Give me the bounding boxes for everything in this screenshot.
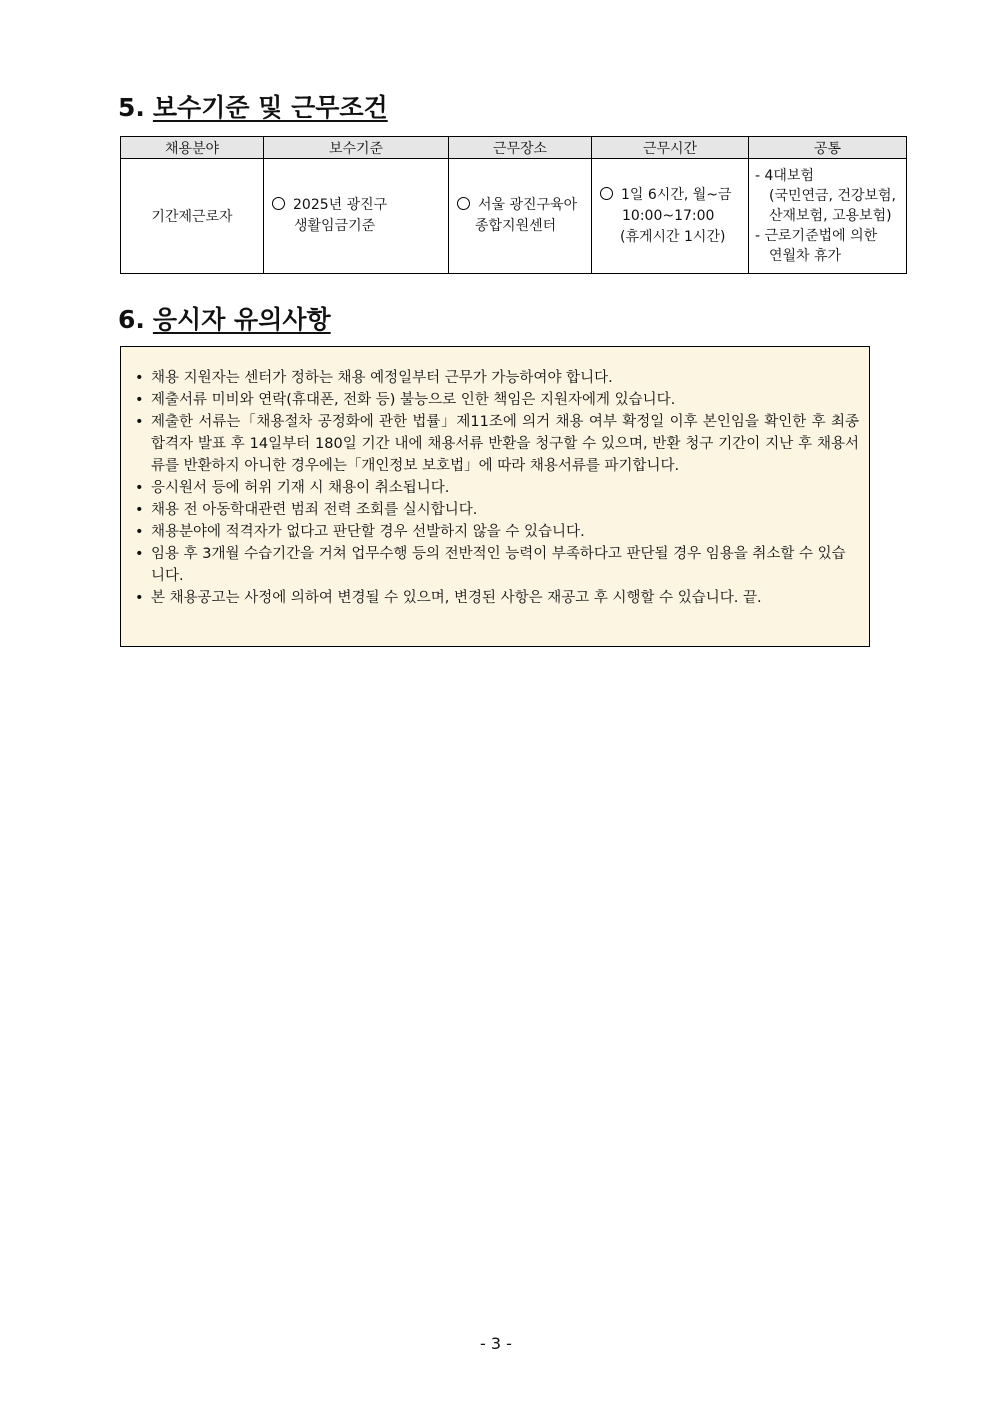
field-value: 기간제근로자 [151, 209, 233, 225]
note-text: 본 채용공고는 사정에 의하여 변경될 수 있으며, 변경된 사항은 재공고 후 시행할 수 있습니다. 끝. [151, 590, 762, 606]
note-text: 채용 전 아동학대관련 범죄 전력 조회를 실시합니다. [151, 502, 478, 518]
table-header-row [121, 137, 907, 159]
place-line-1 [457, 195, 591, 216]
list-item [135, 389, 859, 411]
list-item [135, 521, 859, 543]
list-item [135, 499, 859, 521]
common-line-5: 연월차 휴가 [769, 248, 842, 264]
common-line-4: - 근로기준법에 의한 [755, 228, 878, 244]
note-text: 채용 지원자는 센터가 정하는 채용 예정일부터 근무가 가능하여야 합니다. [151, 370, 613, 386]
header-place: 근무장소 [449, 137, 592, 159]
note-text: 채용분야에 적격자가 없다고 판단할 경우 선발하지 않을 수 있습니다. [151, 524, 585, 540]
section-5-number: 5. [118, 93, 145, 122]
page-number: - 3 - [480, 1334, 512, 1353]
note-text: 임용 후 3개월 수습기간을 거쳐 업무수행 등의 전반적인 능력이 부족하다고 판단될 경우 임용을 취소할 수 있습니다. [151, 546, 846, 584]
pay-line-1-text: 2025년 광진구 [293, 197, 388, 213]
place-line-2: 종합지원센터 [475, 218, 557, 234]
bullet-icon: • [135, 590, 144, 606]
header-hours: 근무시간 [592, 137, 749, 159]
list-item [135, 587, 859, 609]
cell-hours [592, 159, 749, 274]
bullet-icon: • [135, 524, 144, 540]
section-5-title: 보수기준 및 근무조건 [152, 93, 388, 122]
bullet-icon: • [135, 502, 144, 518]
bullet-icon: • [135, 546, 144, 562]
bullet-icon: • [135, 480, 144, 496]
circle-bullet-icon [272, 197, 285, 210]
hours-line-3: (휴게시간 1시간) [620, 228, 726, 245]
table-row [121, 159, 907, 274]
common-line-3: 산재보험, 고용보험) [769, 208, 892, 224]
list-item [135, 411, 859, 477]
notes-list [135, 367, 859, 609]
place-line-1-text: 서울 광진구육아 [478, 197, 578, 213]
list-item [135, 477, 859, 499]
pay-line-2: 생활임금기준 [294, 218, 376, 234]
common-line-2: (국민연금, 건강보험, [769, 188, 897, 204]
common-line-1: - 4대보험 [755, 168, 814, 184]
cell-pay [264, 159, 449, 274]
bullet-icon: • [135, 370, 144, 386]
circle-bullet-icon [600, 187, 613, 200]
list-item [135, 367, 859, 389]
hours-line-1 [600, 185, 748, 206]
section-6-title: 응시자 유의사항 [152, 305, 331, 334]
hours-line-1-text: 1일 6시간, 월~금 [621, 186, 732, 203]
circle-bullet-icon [457, 197, 470, 210]
bullet-icon: • [135, 392, 144, 408]
pay-conditions-table [120, 136, 907, 274]
applicant-notes-box [120, 346, 870, 647]
header-field: 채용분야 [121, 137, 264, 159]
note-text: 제출한 서류는「채용절차 공정화에 관한 법률」제11조에 의거 채용 여부 확정일 이후 본인임을 확인한 후 최종합격자 발표 후 14일부터 180일 기간 내에 채용서류 반환을 청구할 수 있으며, 반환 청구 기간이 지난 후 채용서류를 반환하지 아니한 경우에는「개인정보 보호법」에 따라 채용서류를 파기합니다. [151, 414, 859, 474]
note-text: 응시원서 등에 허위 기재 시 채용이 취소됩니다. [151, 480, 450, 496]
note-text: 제출서류 미비와 연락(휴대폰, 전화 등) 불능으로 인한 책임은 지원자에게 있습니다. [151, 392, 676, 408]
cell-place [449, 159, 592, 274]
hours-line-2: 10:00~17:00 [622, 207, 715, 224]
cell-common [749, 159, 907, 274]
section-6-heading [118, 300, 331, 336]
list-item [135, 543, 859, 587]
cell-field [121, 159, 264, 274]
header-pay: 보수기준 [264, 137, 449, 159]
header-common: 공통 [749, 137, 907, 159]
section-6-number: 6. [118, 305, 145, 334]
section-5-heading [118, 88, 388, 124]
pay-line-1 [272, 195, 448, 216]
bullet-icon: • [135, 414, 144, 430]
